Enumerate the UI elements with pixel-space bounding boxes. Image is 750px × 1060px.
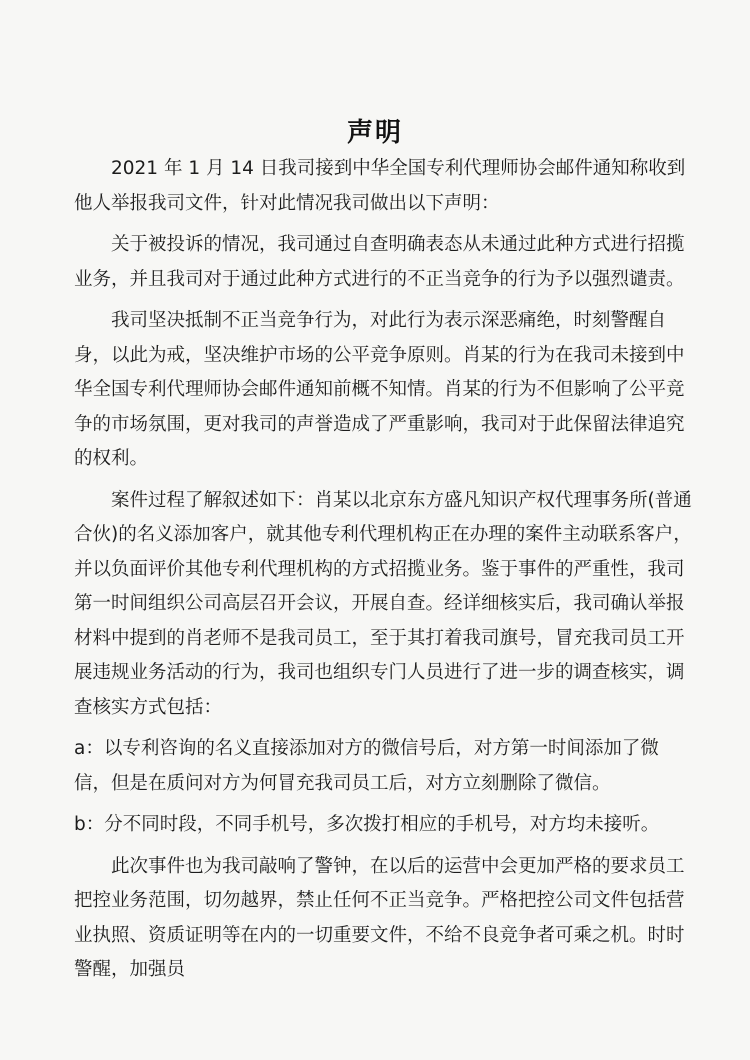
paragraph-2: 关于被投诉的情况，我司通过自查明确表态从未通过此种方式进行招揽业务，并且我司对于通过此种方式进行的不正当竞争的行为予以强烈谴责。 (74, 234, 685, 290)
document-title: 声明 (346, 118, 403, 148)
paragraph-item-a: a：以专利咨询的名义直接添加对方的微信号后，对方第一时间添加了微信，但是在质问对方为何冒充我司员工后，对方立刻删除了微信。 (74, 738, 659, 794)
paragraph-1: 2021 年 1 月 14 日我司接到中华全国专利代理师协会邮件通知称收到他人举报我司文件，针对此情况我司做出以下声明： (74, 158, 686, 214)
document-body (74, 152, 694, 995)
paragraph-item-b: b：分不同时段，不同手机号，多次拨打相应的手机号，对方均未接听。 (74, 814, 660, 835)
paragraph-4: 案件过程了解叙述如下：肖某以北京东方盛凡知识产权代理事务所(普通合伙)的名义添加客户，就其他专利代理机构正在办理的案件主动联系客户，并以负面评价其他专利代理机构的方式招揽业务。鉴于事件的严重性，我司第一时间组织公司高层召开会议，开展自查。经详细核实后，我司确认举报材料中提到的肖老师不是我司员工，至于其打着我司旗号，冒充我司员工开展违规业务活动的行为，我司也组织专门人员进行了进一步的调查核实，调查核实方式包括： (74, 489, 692, 718)
paragraph-7: 此次事件也为我司敲响了警钟，在以后的运营中会更加严格的要求员工把控业务范围，切勿越界，禁止任何不正当竞争。严格把控公司文件包括营业执照、资质证明等在内的一切重要文件，不给不良竞争者可乘之机。时时警醒，加强员 (74, 855, 685, 980)
paragraph-3: 我司坚决抵制不正当竞争行为，对此行为表示深恶痛绝，时刻警醒自身，以此为戒，坚决维护市场的公平竞争原则。肖某的行为在我司未接到中华全国专利代理师协会邮件通知前概不知情。肖某的行为不但影响了公平竞争的市场氛围，更对我司的声誉造成了严重影响，我司对于此保留法律追究的权利。 (74, 310, 685, 469)
